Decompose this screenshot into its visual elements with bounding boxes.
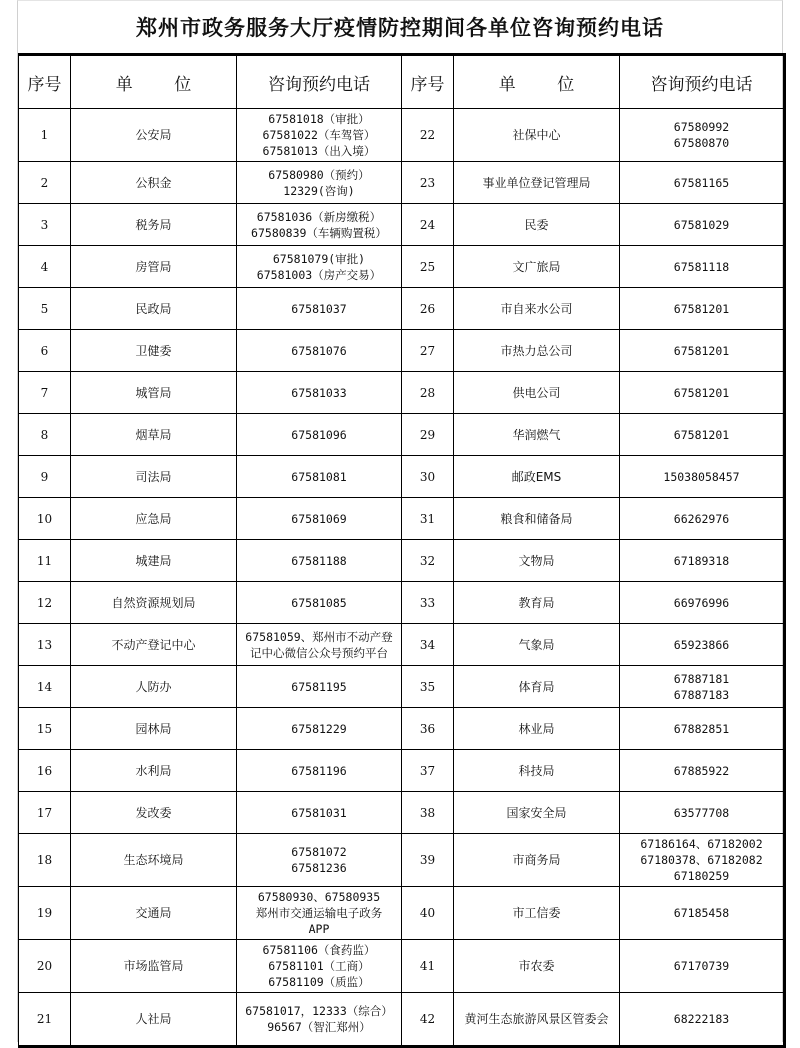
phone-number: 67882851	[673, 721, 730, 736]
phone-number: 67581195	[291, 679, 347, 694]
phone-cell	[620, 582, 785, 624]
unit-name: 市商务局	[454, 834, 620, 887]
table-row	[19, 109, 785, 162]
phone-cell	[620, 940, 785, 993]
table-row	[19, 246, 785, 288]
phone-cell	[620, 414, 785, 456]
unit-name: 民委	[454, 204, 620, 246]
row-number: 37	[402, 750, 454, 792]
page-title: 郑州市政务服务大厅疫情防控期间各单位咨询预约电话	[136, 14, 664, 40]
unit-name: 税务局	[71, 204, 237, 246]
phone-cell	[620, 834, 785, 887]
table-row	[19, 330, 785, 372]
phone-cell	[620, 750, 785, 792]
row-number: 23	[402, 162, 454, 204]
phone-cell	[237, 887, 402, 940]
phone-number: 67581229	[291, 721, 347, 736]
phone-cell	[237, 666, 402, 708]
unit-name: 邮政EMS	[454, 456, 620, 498]
phone-cell	[620, 993, 785, 1047]
unit-name: 园林局	[71, 708, 237, 750]
phone-number: 67189318	[673, 553, 730, 568]
header-unit	[454, 55, 620, 109]
phone-number: 67580992	[673, 120, 730, 134]
phone-number: 67581079(审批)	[272, 251, 366, 266]
unit-name: 应急局	[71, 498, 237, 540]
phone-number: 67581072	[291, 845, 347, 859]
phone-number: 67581201	[673, 301, 730, 316]
table-row	[19, 940, 785, 993]
phone-number: 66976996	[673, 595, 730, 610]
phone-number: 12329(咨询)	[283, 183, 355, 198]
table-row	[19, 993, 785, 1047]
row-number: 41	[402, 940, 454, 993]
phone-number: 67581037	[291, 301, 347, 316]
row-number: 8	[19, 414, 71, 456]
phone-cell	[237, 162, 402, 204]
phone-number: 15038058457	[663, 469, 740, 484]
phone-number: 67887181	[673, 671, 730, 686]
unit-name: 华润燃气	[454, 414, 620, 456]
unit-name: 社保中心	[454, 109, 620, 162]
phone-cell	[620, 288, 785, 330]
phone-number: 67581188	[291, 553, 347, 568]
phone-cell	[237, 246, 402, 288]
phone-cell	[237, 288, 402, 330]
phone-cell	[237, 582, 402, 624]
phone-cell	[237, 993, 402, 1047]
row-number: 3	[19, 204, 71, 246]
table-row	[19, 624, 785, 666]
unit-name: 城建局	[71, 540, 237, 582]
phone-number: 67581101（工商）	[268, 959, 370, 973]
phone-number: 67581096	[291, 427, 347, 442]
phone-number: 63577708	[673, 805, 730, 820]
row-number: 28	[402, 372, 454, 414]
phone-number: 66262976	[673, 511, 730, 526]
phone-number: 67581196	[291, 763, 347, 778]
unit-name: 公积金	[71, 162, 237, 204]
phone-number: 郑州市交通运输电子政务	[255, 906, 383, 920]
table-row	[19, 792, 785, 834]
unit-name: 人防办	[71, 666, 237, 708]
phone-cell	[620, 330, 785, 372]
phone-number: 67581029	[673, 217, 730, 232]
unit-name: 国家安全局	[454, 792, 620, 834]
header-unit-label: 单 位	[498, 74, 593, 95]
phone-cell	[237, 456, 402, 498]
phone-cell	[620, 109, 785, 162]
unit-name: 不动产登记中心	[71, 624, 237, 666]
table-row	[19, 750, 785, 792]
header-tel: 咨询预约电话	[237, 55, 402, 109]
row-number: 1	[19, 109, 71, 162]
phone-number: 67581081	[291, 469, 347, 484]
row-number: 10	[19, 498, 71, 540]
phone-number: 68222183	[673, 1012, 730, 1026]
table-row	[19, 582, 785, 624]
unit-name: 市农委	[454, 940, 620, 993]
header-unit-label: 单 位	[115, 74, 210, 95]
phone-number: 67581018（审批）	[268, 112, 370, 126]
unit-name: 人社局	[71, 993, 237, 1047]
phone-cell	[620, 708, 785, 750]
phone-cell	[237, 624, 402, 666]
row-number: 16	[19, 750, 71, 792]
table-row	[19, 288, 785, 330]
phone-number: 67180259	[673, 869, 730, 883]
unit-name: 城管局	[71, 372, 237, 414]
row-number: 24	[402, 204, 454, 246]
phone-cell	[620, 666, 785, 708]
unit-name: 市自来水公司	[454, 288, 620, 330]
phone-cell	[237, 708, 402, 750]
table-row	[19, 498, 785, 540]
table-row	[19, 834, 785, 887]
phone-cell	[620, 162, 785, 204]
row-number: 15	[19, 708, 71, 750]
phone-number: 67581201	[673, 343, 730, 358]
unit-name: 文物局	[454, 540, 620, 582]
phone-number: 67580930、67580935	[257, 890, 381, 904]
phone-number: 65923866	[673, 637, 730, 652]
phone-number: 67580980（预约）	[268, 167, 370, 182]
row-number: 20	[19, 940, 71, 993]
row-number: 36	[402, 708, 454, 750]
phone-cell	[237, 792, 402, 834]
row-number: 13	[19, 624, 71, 666]
table-row	[19, 204, 785, 246]
row-number: 29	[402, 414, 454, 456]
phone-cell	[237, 330, 402, 372]
row-number: 18	[19, 834, 71, 887]
phone-cell	[237, 834, 402, 887]
row-number: 35	[402, 666, 454, 708]
row-number: 9	[19, 456, 71, 498]
unit-name: 体育局	[454, 666, 620, 708]
table-row	[19, 414, 785, 456]
phone-number: 67170739	[673, 959, 730, 973]
unit-name: 气象局	[454, 624, 620, 666]
contact-table	[18, 53, 786, 1048]
phone-number: 67185458	[673, 906, 730, 920]
phone-number: 67180378、67182082	[640, 853, 763, 867]
phone-number: 67581109（质监）	[268, 975, 370, 989]
row-number: 22	[402, 109, 454, 162]
unit-name: 自然资源规划局	[71, 582, 237, 624]
phone-number: 67581033	[291, 385, 347, 400]
row-number: 33	[402, 582, 454, 624]
row-number: 39	[402, 834, 454, 887]
phone-cell	[620, 887, 785, 940]
phone-number: 67581059、郑州市不动产登	[245, 629, 393, 644]
phone-number: 67581031	[291, 805, 347, 820]
phone-number: 67581118	[673, 259, 730, 274]
phone-cell	[237, 109, 402, 162]
phone-number: 67581085	[291, 595, 347, 610]
header-unit	[71, 55, 237, 109]
row-number: 30	[402, 456, 454, 498]
unit-name: 司法局	[71, 456, 237, 498]
table-header-row	[19, 55, 785, 109]
phone-number: APP	[308, 922, 330, 936]
unit-name: 市场监管局	[71, 940, 237, 993]
unit-name: 事业单位登记管理局	[454, 162, 620, 204]
phone-cell	[620, 456, 785, 498]
unit-name: 林业局	[454, 708, 620, 750]
phone-cell	[237, 204, 402, 246]
row-number: 12	[19, 582, 71, 624]
phone-number: 96567（智汇郑州）	[267, 1020, 371, 1034]
phone-number: 67581076	[291, 343, 347, 358]
phone-cell	[620, 792, 785, 834]
phone-number: 67885922	[673, 763, 730, 778]
unit-name: 卫健委	[71, 330, 237, 372]
row-number: 7	[19, 372, 71, 414]
unit-name: 文广旅局	[454, 246, 620, 288]
unit-name: 供电公司	[454, 372, 620, 414]
phone-number: 67581201	[673, 385, 730, 400]
phone-cell	[620, 498, 785, 540]
phone-number: 67580870	[673, 136, 730, 150]
phone-number: 67581013（出入境）	[262, 144, 376, 158]
unit-name: 发改委	[71, 792, 237, 834]
table-row	[19, 887, 785, 940]
phone-number: 67581036（新房缴税）	[256, 209, 382, 224]
phone-cell	[237, 414, 402, 456]
phone-number: 67581003（房产交易）	[256, 267, 382, 282]
row-number: 34	[402, 624, 454, 666]
phone-number: 67581165	[673, 175, 730, 190]
unit-name: 生态环境局	[71, 834, 237, 887]
table-row	[19, 708, 785, 750]
unit-name: 民政局	[71, 288, 237, 330]
phone-cell	[237, 750, 402, 792]
row-number: 27	[402, 330, 454, 372]
row-number: 40	[402, 887, 454, 940]
unit-name: 公安局	[71, 109, 237, 162]
phone-number: 67887183	[673, 687, 730, 702]
phone-cell	[620, 624, 785, 666]
row-number: 14	[19, 666, 71, 708]
phone-number: 67581106（食药监）	[262, 943, 376, 957]
unit-name: 科技局	[454, 750, 620, 792]
phone-number: 67186164、67182002	[640, 837, 763, 851]
phone-cell	[620, 204, 785, 246]
phone-cell	[620, 372, 785, 414]
row-number: 2	[19, 162, 71, 204]
table-row	[19, 540, 785, 582]
row-number: 5	[19, 288, 71, 330]
unit-name: 烟草局	[71, 414, 237, 456]
row-number: 31	[402, 498, 454, 540]
phone-number: 67581201	[673, 427, 730, 442]
table-row	[19, 666, 785, 708]
row-number: 26	[402, 288, 454, 330]
table-row	[19, 456, 785, 498]
row-number: 42	[402, 993, 454, 1047]
phone-cell	[237, 940, 402, 993]
row-number: 17	[19, 792, 71, 834]
unit-name: 粮食和储备局	[454, 498, 620, 540]
row-number: 38	[402, 792, 454, 834]
header-no: 序号	[19, 55, 71, 109]
table-body	[19, 109, 785, 1047]
phone-number: 67581017，12333（综合）	[245, 1004, 393, 1018]
row-number: 32	[402, 540, 454, 582]
phone-number: 67581236	[291, 861, 347, 875]
phone-cell	[237, 498, 402, 540]
table-row	[19, 162, 785, 204]
phone-number: 67580839（车辆购置税）	[251, 225, 387, 240]
unit-name: 教育局	[454, 582, 620, 624]
header-no: 序号	[402, 55, 454, 109]
unit-name: 市热力总公司	[454, 330, 620, 372]
row-number: 19	[19, 887, 71, 940]
unit-name: 房管局	[71, 246, 237, 288]
row-number: 25	[402, 246, 454, 288]
unit-name: 黄河生态旅游风景区管委会	[454, 993, 620, 1047]
phone-number: 67581069	[291, 511, 347, 526]
table-row	[19, 372, 785, 414]
row-number: 21	[19, 993, 71, 1047]
row-number: 6	[19, 330, 71, 372]
phone-cell	[620, 540, 785, 582]
header-tel: 咨询预约电话	[620, 55, 785, 109]
unit-name: 市工信委	[454, 887, 620, 940]
phone-cell	[620, 246, 785, 288]
row-number: 11	[19, 540, 71, 582]
phone-cell	[237, 372, 402, 414]
phone-cell	[237, 540, 402, 582]
unit-name: 交通局	[71, 887, 237, 940]
phone-number: 67581022（车驾管）	[262, 128, 376, 142]
row-number: 4	[19, 246, 71, 288]
phone-number: 记中心微信公众号预约平台	[250, 645, 388, 660]
unit-name: 水利局	[71, 750, 237, 792]
